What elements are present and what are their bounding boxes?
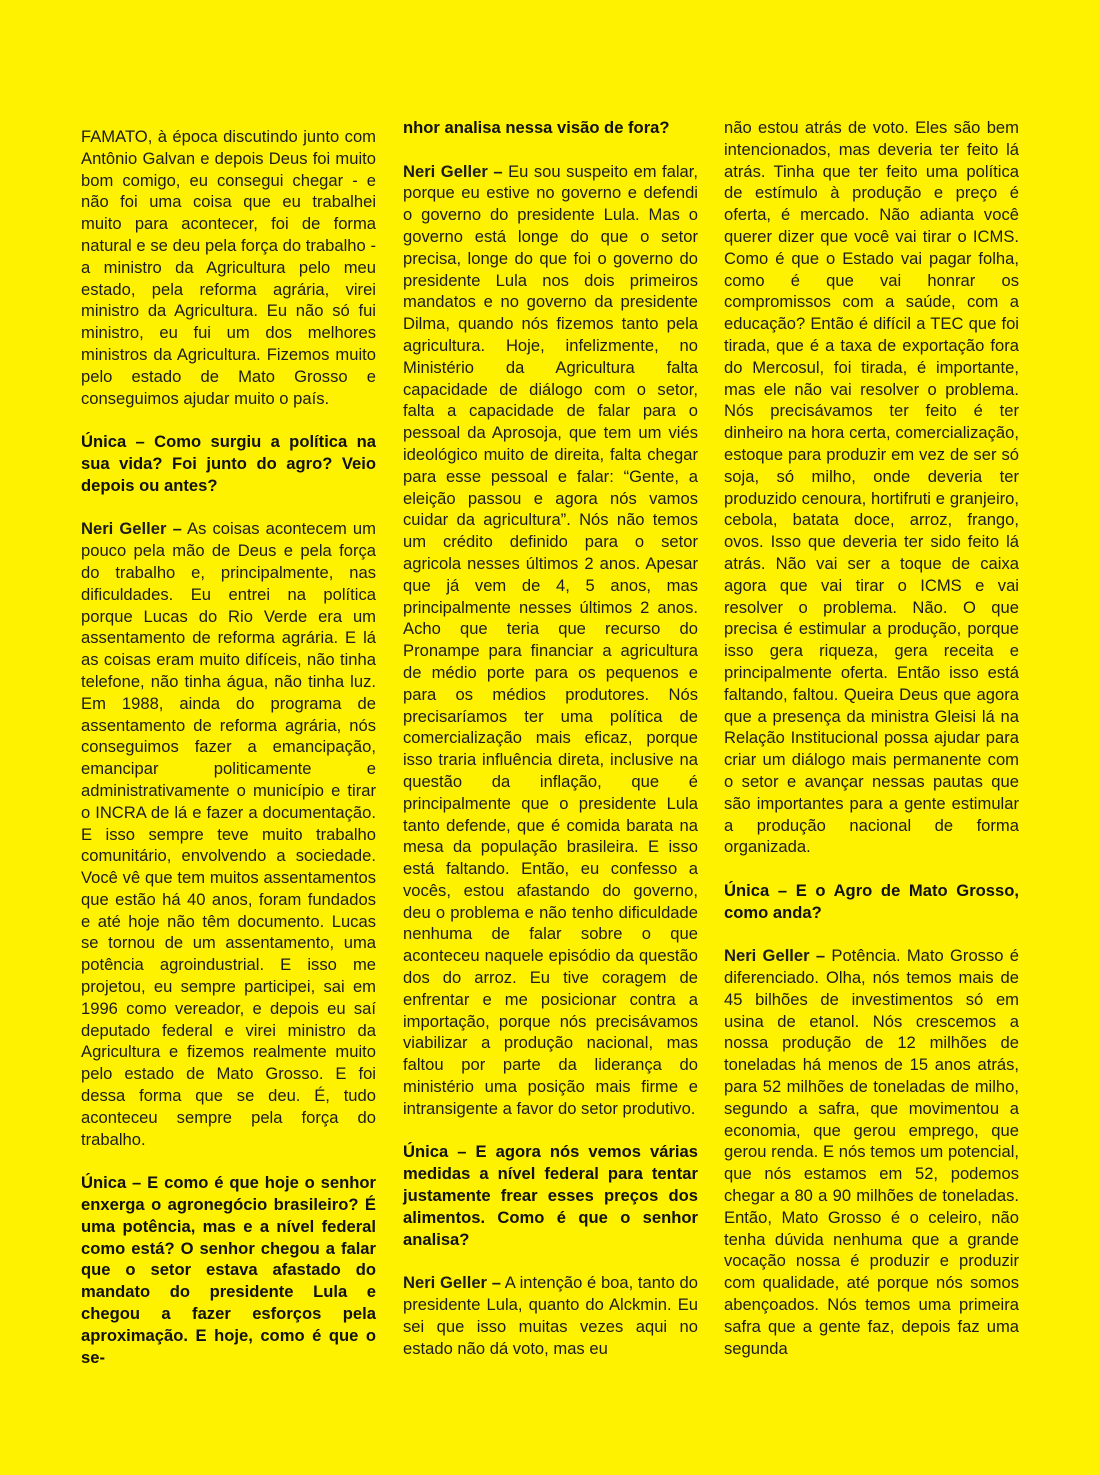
paragraph: não estou atrás de voto. Eles são bem intencionados, mas deveria ter feito lá atrás. Tinha que ter feito uma política de estímulo à produção e preço é oferta, é mercado. Não adianta você querer dizer que você vai tirar o ICMS. Como é que o Estado vai pagar folha, como é que vai honrar os compromissos com a saúde, com a educação? Então é difícil a TEC que foi tirada, que é a taxa de exportação fora do Mercosul, foi tirada, é importante, mas ele não vai resolver o problema. Nós precisávamos ter feito é ter dinheiro na hora certa, comercialização, estoque para produzir em vez de ser só soja, só milho, onde deveria ter produzido cenoura, hortifruti e granjeiro, cebola, batata doce, arroz, frango, ovos. Isso que deveria ter sido feito lá atrás. Não vai ser a toque de caixa agora que vai tirar o ICMS e vai resolver o problema. Não. O que precisa é estimular a produção, porque isso gera riqueza, gera receita e principalmente oferta. Então isso está faltando, faltou. Queira Deus que agora que a presença da ministra Gleisi lá na Relação Institucional possa ajudar para criar um diálogo mais permanente com o setor e avançar nessas pautas que são importantes para a gente estimular a produção nacional de forma organizada. — [724, 118, 1019, 857]
question-text: E agora nós vemos várias medidas a nível federal para tentar justamente frear esses preços dos alimentos. Como é que o senhor analisa? — [403, 1142, 698, 1249]
text-column-2 — [403, 117, 698, 1381]
text-column-1 — [81, 126, 376, 1390]
speaker-name: Neri Geller – — [81, 519, 182, 539]
interview-answer — [724, 945, 1019, 1359]
question-label: Única – — [81, 1173, 142, 1193]
text-column-3 — [724, 117, 1019, 1381]
question-text: E o Agro de Mato Grosso, como anda? — [724, 880, 1019, 922]
speaker-name: Neri Geller – — [724, 946, 826, 966]
answer-text: Potência. Mato Grosso é diferenciado. Olha, nós temos mais de 45 bilhões de investimentos só em usina de etanol. Nós crescemos a nossa produção de 12 milhões de toneladas há menos de 15 anos atrás, para 52 milhões de toneladas de milho, segundo a safra, que movimentou a economia, que gerou emprego, que gerou renda. E nós temos um potencial, que nós estamos em 52, podemos chegar a 80 a 90 milhões de toneladas. Então, Mato Grosso é o celeiro, não tenha dúvida nenhuma que a grande vocação nossa é produzir e produzir com qualidade, até porque nós somos abençoados. Nós temos uma primeira safra que a gente faz, depois faz uma segunda — [724, 946, 1019, 1358]
question-text: nhor analisa nessa visão de fora? — [403, 118, 670, 137]
answer-text: As coisas acontecem um pouco pela mão de Deus e pela força do trabalho e, principalmente, nas dificuldades. Eu entrei na política porque Lucas do Rio Verde era um assentamento de reforma agrária. E lá as coisas eram muito difíceis, não tinha telefone, não tinha água, não tinha luz. Em 1988, ainda do programa de assentamento de reforma agrária, nós conseguimos fazer a emancipação, emancipar politicamente e administrativamente o município e tirar o INCRA de lá e fazer a documentação. E isso sempre teve muito trabalho comunitário, envolvendo a sociedade. Você vê que tem muitos assentamentos que estão há 40 anos, foram fundados e até hoje não têm documento. Lucas se tornou de um assentamento, uma potência agroindustrial. E isso me projetou, eu sempre participei, sai em 1996 como vereador, e depois eu saí deputado federal e virei ministro da Agricultura e fizemos realmente muito pelo estado de Mato Grosso. E foi dessa forma que se deu. É, tudo aconteceu sempre pela força do trabalho. — [81, 519, 376, 1149]
answer-text: A intenção é boa, tanto do presidente Lula, quanto do Alckmin. Eu sei que isso muitas vezes aqui no estado não dá voto, mas eu — [403, 1273, 698, 1358]
question-label: Única – — [403, 1142, 467, 1162]
interview-answer — [403, 1272, 698, 1359]
interview-question — [724, 880, 1019, 924]
paragraph: FAMATO, à época discutindo junto com Antônio Galvan e depois Deus foi muito bom comigo, eu consegui chegar - e não foi uma coisa que eu trabalhei muito para acontecer, foi de forma natural e se deu pela força do trabalho - a ministro da Agricultura pelo meu estado, pela reforma agrária, virei ministro da Agricultura. Eu não só fui ministro, eu fui um dos melhores ministros da Agricultura. Fizemos muito pelo estado de Mato Grosso e conseguimos ajudar muito o país. — [81, 127, 376, 408]
interview-question — [81, 1172, 376, 1368]
interview-answer — [81, 518, 376, 1150]
interview-question — [403, 1141, 698, 1250]
question-label: Única – — [724, 880, 788, 900]
answer-text: Eu sou suspeito em falar, porque eu estive no governo e defendi o governo do presidente Lula. Mas o governo está longe do que o setor precisa, longe do que foi o governo do presidente Lula nos dois primeiros mandatos e no governo da presidente Dilma, quando nós fizemos tanto pela agricultura. Hoje, infelizmente, no Ministério da Agricultura falta capacidade de diálogo com o setor, falta a capacidade de falar para o pessoal da Aprosoja, que tem um viés ideológico muito de direita, falta chegar para esse pessoal e falar: “Gente, a eleição passou e agora nós vamos cuidar da agricultura”. Nós não temos um crédito definido para o setor agricola nesses últimos 2 anos. Apesar que já vem de 4, 5 anos, mas principalmente nesses últimos 2 anos. Acho que teria que recurso do Pronampe para financiar a agricultura de médio porte para os pequenos e para os médios produtores. Nós precisaríamos ter uma política de comercialização mais eficaz, porque isso traria influência direta, inclusive na questão da inflação, que é principalmente que o presidente Lula tanto defende, que é comida barata na mesa da população brasileira. E isso está faltando. Então, eu confesso a vocês, estou afastando do governo, deu o problema e não tenho dificuldade nenhuma de falar sobre o que aconteceu naquele episódio da questão dos do arroz. Eu tive coragem de enfrentar e me posicionar contra a importação, porque nós precisávamos viabilizar a produção nacional, mas faltou por parte da liderança do ministério uma posição mais firme e intransigente a favor do setor produtivo. — [403, 161, 698, 1118]
question-text: Como surgiu a política na sua vida? Foi junto do agro? Veio depois ou antes? — [81, 432, 376, 495]
interview-answer — [403, 161, 698, 1120]
speaker-name: Neri Geller – — [403, 161, 503, 181]
question-text: E como é que hoje o senhor enxerga o agronegócio brasileiro? É uma potência, mas e a nível federal como está? O senhor chegou a falar que o setor estava afastado do mandato do presidente Lula e chegou a fazer esforços pela aproximação. E hoje, como é que o se- — [81, 1173, 376, 1367]
speaker-name: Neri Geller – — [403, 1273, 501, 1293]
question-label: Única – — [81, 432, 145, 452]
interview-question-continued — [403, 117, 698, 139]
interview-question — [81, 431, 376, 496]
